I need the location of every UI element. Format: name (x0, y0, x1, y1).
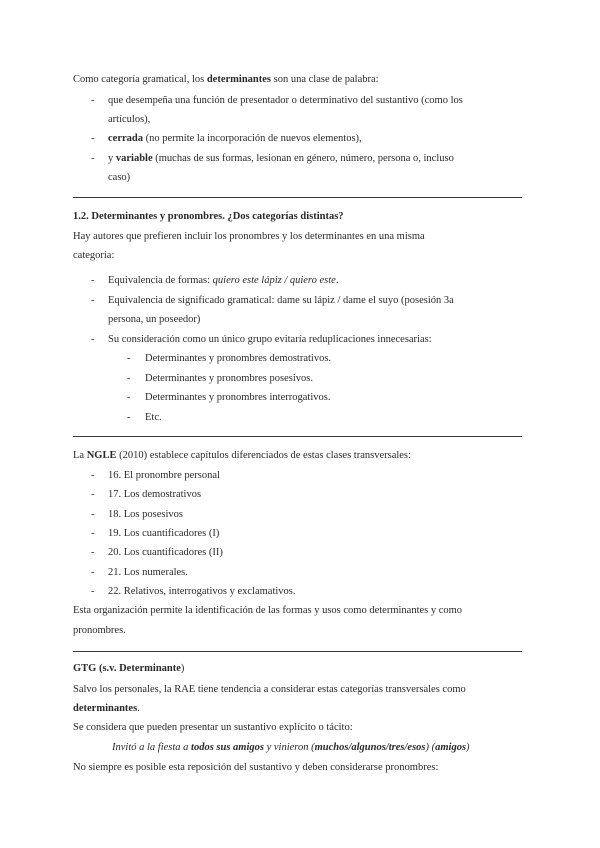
section12-para-line2: categoría: (73, 250, 115, 261)
ngle-intro-pre: La (73, 450, 87, 461)
example-part: y vinieron ( (263, 742, 315, 753)
example-part: ) (466, 742, 470, 753)
intro-item2-rest: (no permite la incorporación de nuevos elementos), (142, 133, 362, 144)
gtg-para1-end: . (137, 703, 140, 714)
section12-item2-line1: Equivalencia de significado gramatical: dame su lápiz / dame el suyo (posesión 3a (108, 295, 454, 306)
dash-marker: - (91, 489, 95, 500)
ngle-closing-line1: Esta organización permite la identificación de las formas y usos como determinantes y como (73, 605, 463, 616)
intro-item1-line2: artículos), (108, 114, 151, 125)
ngle-intro (73, 449, 411, 463)
dash-marker: - (127, 392, 131, 403)
section-divider (73, 651, 522, 652)
section12-item2-line2: persona, un poseedor) (108, 314, 201, 325)
dash-marker: - (91, 586, 95, 597)
dash-marker: - (91, 547, 95, 558)
intro-item1-line1: que desempeña una función de presentador o determinativo del sustantivo (como los (108, 95, 463, 106)
gtg-para3: No siempre es posible esta reposición del sustantivo y deben considerarse pronombres: (73, 762, 439, 773)
section12-para-line1: Hay autores que prefieren incluir los pronombres y los determinantes en una misma (73, 231, 425, 242)
gtg-bold-term: determinantes (73, 703, 138, 714)
item1-pre: Equivalencia de formas: (108, 275, 213, 286)
chapter-item: 19. Los cuantificadores (I) (108, 528, 220, 539)
example-sentence (112, 741, 470, 755)
dash-marker: - (91, 133, 95, 144)
intro-line (73, 73, 379, 87)
dash-marker: - (91, 528, 95, 539)
example-part: Invitó a la fiesta a (112, 742, 192, 753)
chapter-item: 21. Los numerales. (108, 567, 188, 578)
sub-list-item: Determinantes y pronombres interrogativos. (145, 392, 331, 403)
ngle-intro-rest: (2010) establece capítulos diferenciados de estas clases transversales: (116, 450, 411, 461)
chapter-item: 20. Los cuantificadores (II) (108, 547, 223, 558)
gtg-para2: Se considera que pueden presentar un sustantivo explícito o tácito: (73, 722, 353, 733)
section12-item1 (108, 274, 338, 288)
gtg-para1-line2 (73, 702, 140, 716)
dash-marker: - (91, 470, 95, 481)
example-bold-part: muchos/algunos/tres/esos (314, 742, 426, 753)
intro-lead: Como categoría gramatical, los (73, 74, 207, 85)
example-part: ) ( (425, 742, 436, 753)
section12-item3: Su consideración como un único grupo evitaría reduplicaciones innecesarias: (108, 334, 432, 345)
ngle-bold: NGLE (86, 450, 117, 461)
section-heading: 1.2. Determinantes y pronombres. ¿Dos categorías distintas? (73, 211, 344, 222)
section-divider (73, 436, 522, 437)
intro-bold-term: determinantes (206, 74, 271, 85)
gtg-heading-end: ) (180, 663, 185, 674)
intro-item3 (108, 152, 454, 166)
intro-item3-pre: y (108, 153, 116, 164)
intro-item2-bold: cerrada (108, 133, 143, 144)
intro-tail: son una clase de palabra: (271, 74, 379, 85)
ngle-closing-line2: pronombres. (73, 625, 126, 636)
item1-italic-example: quiero este lápiz / quiero este (212, 275, 336, 286)
sub-list-item: Determinantes y pronombres posesivos. (145, 373, 313, 384)
dash-marker: - (91, 275, 95, 286)
intro-item3-line2: caso) (108, 172, 131, 183)
dash-marker: - (127, 373, 131, 384)
dash-marker: - (91, 95, 95, 106)
example-bold-part: todos sus amigos (191, 742, 264, 753)
chapter-item: 18. Los posesivos (108, 509, 183, 520)
item1-end: . (335, 275, 339, 286)
example-bold-part: amigos (435, 742, 467, 753)
dash-marker: - (91, 153, 95, 164)
intro-item2 (108, 132, 362, 146)
chapter-item: 17. Los demostrativos (108, 489, 202, 500)
dash-marker: - (127, 353, 131, 364)
dash-marker: - (91, 509, 95, 520)
section-divider (73, 197, 522, 198)
sub-list-item: Determinantes y pronombres demostrativos. (145, 353, 332, 364)
sub-list-item: Etc. (145, 412, 162, 423)
intro-item3-rest: (muchas de sus formas, lesionan en género, número, persona o, incluso (152, 153, 454, 164)
gtg-heading-bold: GTG (s.v. Determinante (73, 663, 181, 674)
chapter-item: 16. El pronombre personal (108, 470, 220, 481)
dash-marker: - (91, 295, 95, 306)
dash-marker: - (127, 412, 131, 423)
dash-marker: - (91, 567, 95, 578)
gtg-para1-line1: Salvo los personales, la RAE tiene tendencia a considerar estas categorías transversales como (73, 684, 466, 695)
dash-marker: - (91, 334, 95, 345)
intro-item3-bold: variable (115, 153, 153, 164)
chapter-item: 22. Relativos, interrogativos y exclamativos. (108, 586, 296, 597)
gtg-heading (73, 662, 184, 676)
